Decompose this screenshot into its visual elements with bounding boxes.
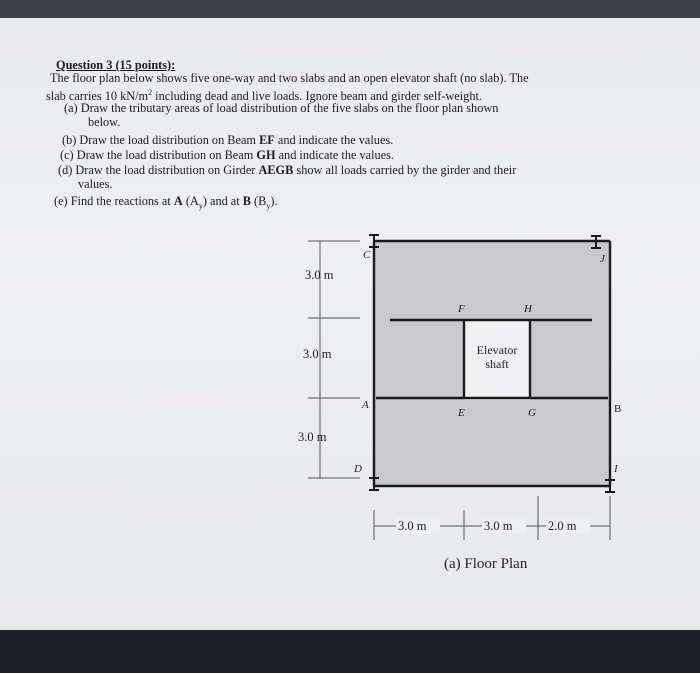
- dim-bottom-right: 2.0 m: [548, 519, 577, 533]
- label-D: D: [354, 463, 362, 475]
- label-F: F: [458, 303, 465, 315]
- intro-line-1: The floor plan below shows five one-way and two slabs and an open elevator shaft (no slab). The: [50, 71, 529, 85]
- item-e: (e) Find the reactions at A $(A_y)$ and at B $(B_y)$.: [54, 194, 278, 211]
- elevator-label-line1: Elevator: [476, 343, 518, 357]
- label-I: I: [614, 463, 618, 475]
- elevator-label-line2: shaft: [485, 357, 509, 371]
- item-c: (c) Draw the load distribution on Beam GH and indicate the values.: [60, 148, 394, 162]
- label-J: J: [600, 253, 605, 265]
- label-A: A: [362, 399, 369, 411]
- label-G: G: [528, 407, 536, 419]
- item-b: (b) Draw the load distribution on Beam EF and indicate the values.: [62, 133, 394, 147]
- dim-bottom-middle: 3.0 m: [484, 519, 513, 533]
- dim-left-bottom: 3.0 m: [298, 430, 327, 444]
- item-a-line-1: (a) Draw the tributary areas of load distribution of the five slabs on the floor plan shown: [64, 101, 499, 115]
- label-E: E: [458, 407, 465, 419]
- dim-bottom-left: 3.0 m: [398, 519, 427, 533]
- item-d-line-2: values.: [78, 177, 113, 191]
- label-H: H: [524, 303, 532, 315]
- question-title: Question 3 (15 points):: [56, 58, 176, 72]
- intro-line-2: slab carries 10 $kN/m^2$ including dead and live loads. Ignore beam and girder self-weight.: [46, 88, 482, 104]
- dim-left-top: 3.0 m: [305, 268, 334, 282]
- floor-plan-caption: (a) Floor Plan: [444, 556, 528, 572]
- label-C: C: [363, 249, 371, 261]
- label-B: B: [614, 403, 622, 415]
- item-d-line-1: (d) Draw the load distribution on Girder AEGB show all loads carried by the girder and their: [58, 163, 517, 177]
- dim-left-middle: 3.0 m: [303, 347, 332, 361]
- item-a-line-2: below.: [88, 115, 121, 129]
